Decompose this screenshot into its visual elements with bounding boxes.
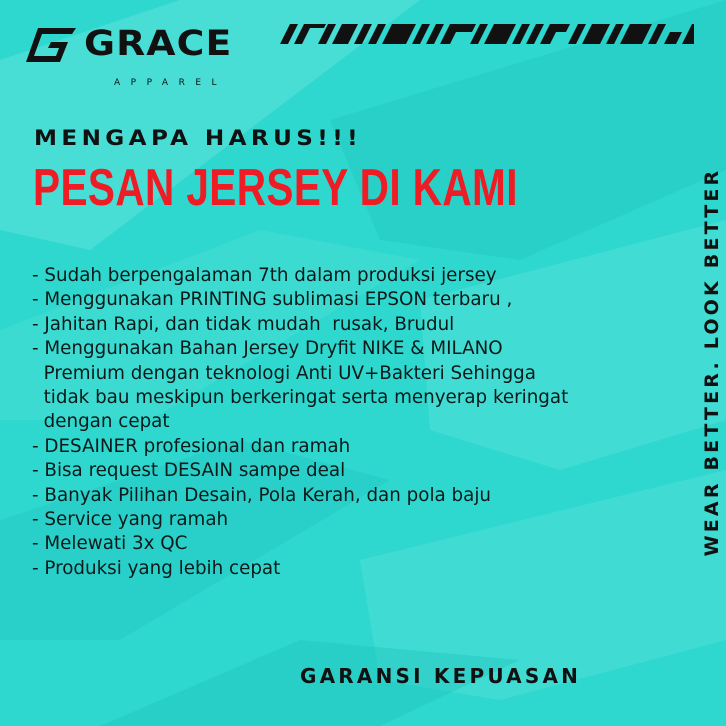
list-item: - Sudah berpengalaman 7th dalam produksi jersey: [32, 265, 497, 286]
list-item: - Banyak Pilihan Desain, Pola Kerah, dan pola baju: [32, 484, 492, 506]
list-item: - Bisa request DESAIN sampe deal: [32, 460, 346, 482]
g-mark-icon: [26, 28, 76, 62]
list-item: - Melewati 3x QC: [32, 533, 188, 555]
list-item: - DESAINER profesional dan ramah: [32, 435, 351, 457]
decorative-stripes-icon: [280, 24, 694, 44]
headline: PESAN JERSEY DI KAMI: [33, 159, 518, 217]
brand-logo: [26, 24, 258, 88]
side-slogan: WEAR BETTER. LOOK BETTER: [701, 167, 723, 557]
list-item: Premium dengan teknologi Anti UV+Bakteri Sehingga: [32, 362, 536, 384]
list-item: - Menggunakan PRINTING sublimasi EPSON terbaru ,: [32, 289, 513, 311]
benefits-list: [32, 264, 672, 581]
list-item: tidak bau meskipun berkeringat serta menyerap keringat: [32, 387, 569, 409]
list-item: - Produksi yang lebih cepat: [32, 557, 281, 579]
tagline: MENGAPA HARUS!!!: [34, 126, 363, 150]
list-item: - Menggunakan Bahan Jersey Dryfit NIKE & MILANO: [32, 338, 503, 360]
list-item: - Service yang ramah: [32, 509, 229, 531]
list-item: - Jahitan Rapi, dan tidak mudah rusak, Brudul: [32, 313, 455, 335]
brand-subtitle: APPAREL: [114, 78, 228, 88]
list-item: dengan cepat: [32, 411, 170, 433]
guarantee-text: GARANSI KEPUASAN: [300, 664, 582, 688]
brand-name: GRACE: [84, 24, 233, 64]
